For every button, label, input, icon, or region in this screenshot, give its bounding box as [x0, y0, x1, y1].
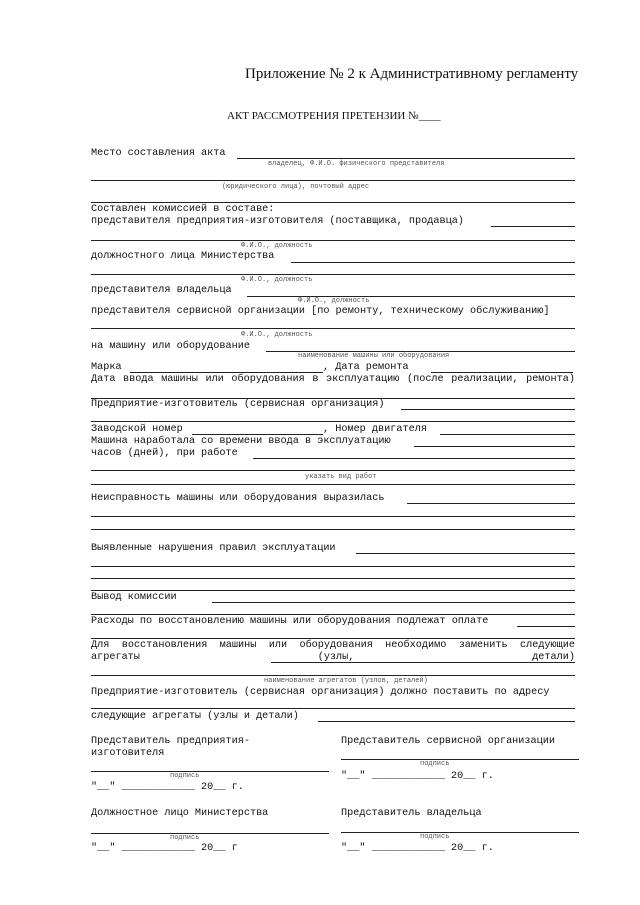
replace-field[interactable]	[271, 662, 575, 663]
manufacturer-field[interactable]	[401, 409, 575, 410]
fio-caption-4: Ф.И.О., должность	[241, 331, 313, 339]
place-field-line-3[interactable]	[91, 202, 575, 203]
deliver-label: Предприятие-изготовитель (сервисная организация) должно поставить по адресу	[91, 687, 550, 698]
commission-label: Составлен комиссией в составе:	[91, 204, 275, 215]
costs-label: Расходы по восстановлению машины или оборудования подлежат оплате	[91, 616, 489, 627]
sig-caption-3: подпись	[170, 834, 200, 842]
commission-date-label: Дата ввода машины или оборудования в эксплуатацию (после реализации, ремонта)	[91, 374, 575, 385]
next-units-field[interactable]	[318, 721, 575, 722]
place-field-line-2[interactable]	[91, 180, 575, 181]
units-caption: наименование агрегатов (узлов, деталей)	[264, 677, 428, 685]
hours-field-line-2[interactable]	[91, 470, 575, 471]
sig-caption-1: подпись	[170, 772, 200, 780]
violations-field-line-3[interactable]	[91, 578, 575, 579]
engine-number-field[interactable]	[440, 434, 575, 435]
violations-field[interactable]	[356, 553, 575, 554]
ministry-field[interactable]	[291, 262, 575, 263]
sig-service-title: Представитель сервисной организации	[341, 736, 555, 747]
factory-number-label: Заводской номер	[91, 424, 183, 435]
ministry-field-line-2[interactable]	[91, 274, 575, 275]
sig-service-signature[interactable]	[341, 759, 579, 760]
repair-date-field[interactable]	[431, 372, 573, 373]
runtime-field[interactable]	[414, 446, 575, 447]
manufacturer-rep-field-line-2[interactable]	[91, 240, 575, 241]
defect-field-line-3[interactable]	[91, 529, 575, 530]
sig-owner-date[interactable]: "__" ____________ 20__ г.	[341, 843, 494, 854]
ministry-label: должностного лица Министерства	[91, 251, 275, 262]
manufacturer-field-line-2[interactable]	[91, 421, 575, 422]
sig-owner-signature[interactable]	[341, 832, 579, 833]
sig-owner-title: Представитель владельца	[341, 808, 482, 819]
manufacturer-label: Предприятие-изготовитель (сервисная организация)	[91, 399, 385, 410]
manufacturer-rep-label: представителя предприятия-изготовителя (поставщика, продавца)	[91, 216, 464, 227]
work-field[interactable]	[91, 484, 575, 485]
costs-field[interactable]	[517, 626, 575, 627]
place-caption-2: (юридического лица), почтовый адрес	[222, 183, 370, 191]
service-rep-label: представителя сервисной организации [по ремонту, техническому обслуживанию]	[91, 306, 550, 317]
brand-field[interactable]	[130, 372, 323, 373]
sig-ministry-title: Должностное лицо Министерства	[91, 808, 269, 819]
appendix-title: Приложение № 2 к Административному регламенту	[245, 66, 579, 82]
sig-manufacturer-title-1: Представитель предприятия-	[91, 736, 250, 747]
manufacturer-rep-field[interactable]	[491, 226, 575, 227]
factory-number-field[interactable]	[192, 434, 323, 435]
sig-caption-4: подпись	[420, 833, 450, 841]
violations-field-line-4[interactable]	[91, 590, 575, 591]
runtime-label: Машина наработала со времени ввода в эксплуатацию	[91, 436, 391, 447]
sig-ministry-signature[interactable]	[91, 833, 329, 834]
violations-field-line-2[interactable]	[91, 566, 575, 567]
repair-date-label: , Дата ремонта	[323, 362, 409, 373]
sig-ministry-date[interactable]: "__" ____________ 20__ г	[91, 843, 238, 854]
place-caption-1: владелец, Ф.И.О. физического представителя	[268, 160, 445, 168]
owner-field[interactable]	[247, 296, 575, 297]
brand-label: Марка	[91, 362, 122, 373]
fio-caption-2: Ф.И.О., должность	[241, 276, 313, 284]
sig-service-date[interactable]: "__" ____________ 20__ г.	[341, 771, 494, 782]
defect-field[interactable]	[407, 503, 575, 504]
place-field[interactable]	[237, 158, 575, 159]
engine-number-label: , Номер двигателя	[323, 424, 427, 435]
act-title: АКТ РАССМОТРЕНИЯ ПРЕТЕНЗИИ №____	[227, 110, 441, 122]
fio-caption-1: Ф.И.О., должность	[241, 242, 313, 250]
hours-label: часов (дней), при работе	[91, 448, 238, 459]
conclusion-field-line-2[interactable]	[91, 614, 575, 615]
defect-label: Неисправность машины или оборудования выразилась	[91, 493, 385, 504]
conclusion-field[interactable]	[212, 602, 575, 603]
next-units-label: следующие агрегаты (узлы и детали)	[91, 711, 299, 722]
violations-label: Выявленные нарушения правил эксплуатации	[91, 543, 336, 554]
fio-caption-3: Ф.И.О., должность	[298, 297, 370, 305]
service-rep-field[interactable]	[91, 328, 575, 329]
sig-manufacturer-signature[interactable]	[91, 771, 329, 772]
costs-field-line-2[interactable]	[91, 638, 575, 639]
machine-caption: наименование машины или оборудования	[298, 352, 450, 360]
place-label: Место составления акта	[91, 148, 226, 159]
sig-manufacturer-date[interactable]: "__" ____________ 20__ г.	[91, 782, 244, 793]
sig-manufacturer-title-2: изготовителя	[91, 748, 165, 759]
sig-caption-2: подпись	[420, 760, 450, 768]
hours-field[interactable]	[253, 458, 575, 459]
deliver-field[interactable]	[91, 708, 575, 709]
owner-label: представителя владельца	[91, 285, 232, 296]
conclusion-label: Вывод комиссии	[91, 592, 177, 603]
replace-label: Для восстановления машины или оборудования необходимо заменить следующие агрегаты (узлы, детали)	[91, 640, 575, 663]
machine-label: на машину или оборудование	[91, 341, 250, 352]
defect-field-line-2[interactable]	[91, 516, 575, 517]
replace-field-line-2[interactable]	[91, 675, 575, 676]
work-caption: указать вид работ	[305, 473, 377, 481]
